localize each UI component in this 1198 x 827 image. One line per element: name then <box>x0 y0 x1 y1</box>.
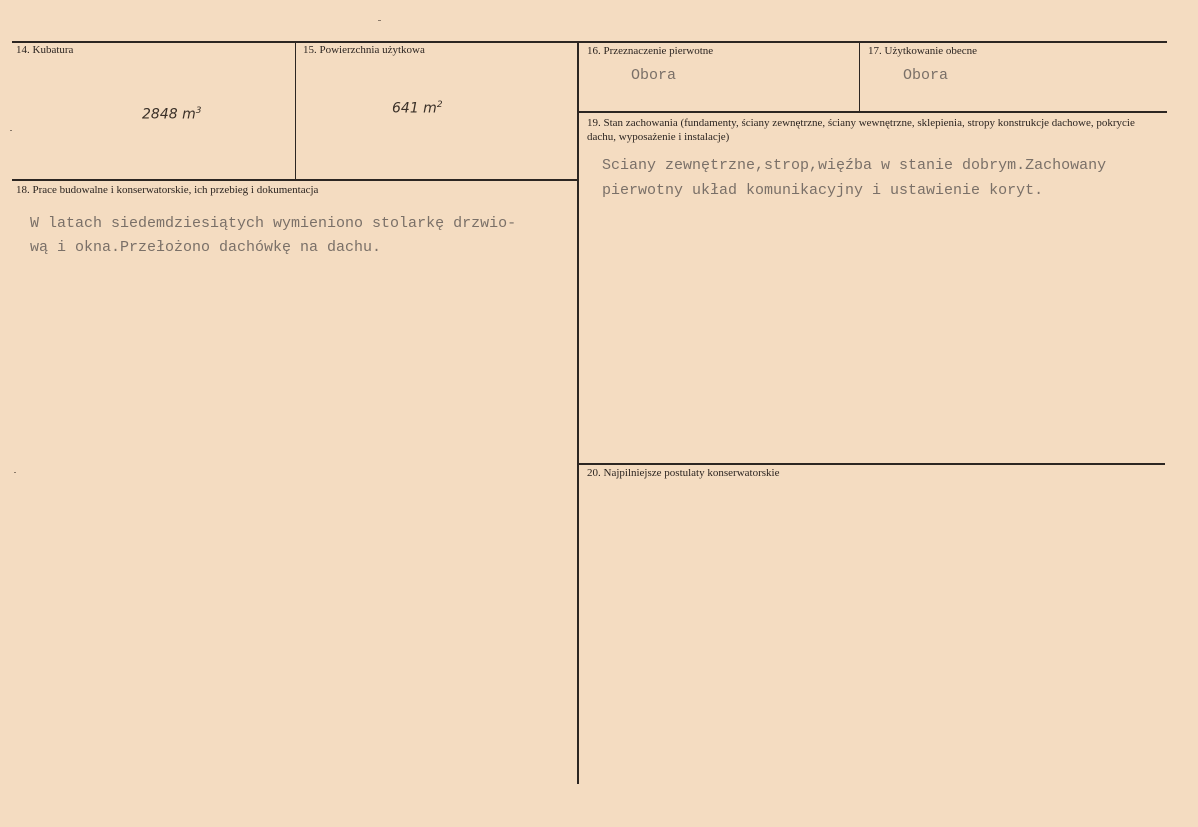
field-20-label: 20. Najpilniejsze postulaty konserwatorskie <box>587 467 780 479</box>
divider-14-15 <box>295 41 296 180</box>
rule-right-upper <box>577 111 1167 113</box>
field-14-value-text: 2848 m <box>142 106 196 123</box>
field-19-line-1: Sciany zewnętrzne,strop,więźba w stanie dobrym.Zachowany <box>602 157 1107 174</box>
paper-speck <box>14 472 16 473</box>
field-15-unit-sup: 2 <box>436 100 443 110</box>
field-15-value-text: 641 m <box>392 100 437 117</box>
field-17-label: 17. Użytkowanie obecne <box>868 45 978 57</box>
divider-16-17 <box>859 41 860 112</box>
field-16-label: 16. Przeznaczenie pierwotne <box>587 45 714 57</box>
rule-right-lower <box>577 463 1165 465</box>
field-14-label: 14. Kubatura <box>16 44 74 56</box>
field-16-value: Obora <box>631 67 677 84</box>
field-18-line-2: wą i okna.Przełożono dachówkę na dachu. <box>30 239 382 256</box>
field-18-label: 18. Prace budowalne i konserwatorskie, ich przebieg i dokumentacja <box>16 184 319 196</box>
field-17-value: Obora <box>903 67 949 84</box>
paper-speck <box>10 130 12 131</box>
top-rule <box>12 41 1167 43</box>
field-14-value <box>142 106 201 123</box>
field-18-line-1: W latach siedemdziesiątych wymieniono stolarkę drzwio- <box>30 215 517 232</box>
main-vertical-divider <box>577 41 579 784</box>
paper-speck <box>378 20 381 21</box>
field-15-label: 15. Powierzchnia użytkowa <box>303 44 425 56</box>
field-14-unit-sup: 3 <box>195 106 202 116</box>
field-19-label: 19. Stan zachowania (fundamenty, ściany zewnętrzne, ściany wewnętrzne, sklepienia, stropy konstrukcje dachowe, pokrycie dachu, wyposażenie i instalacje) <box>587 117 1135 143</box>
field-15-value <box>392 100 443 117</box>
field-19-line-2: pierwotny układ komunikacyjny i ustawienie koryt. <box>602 182 1044 199</box>
